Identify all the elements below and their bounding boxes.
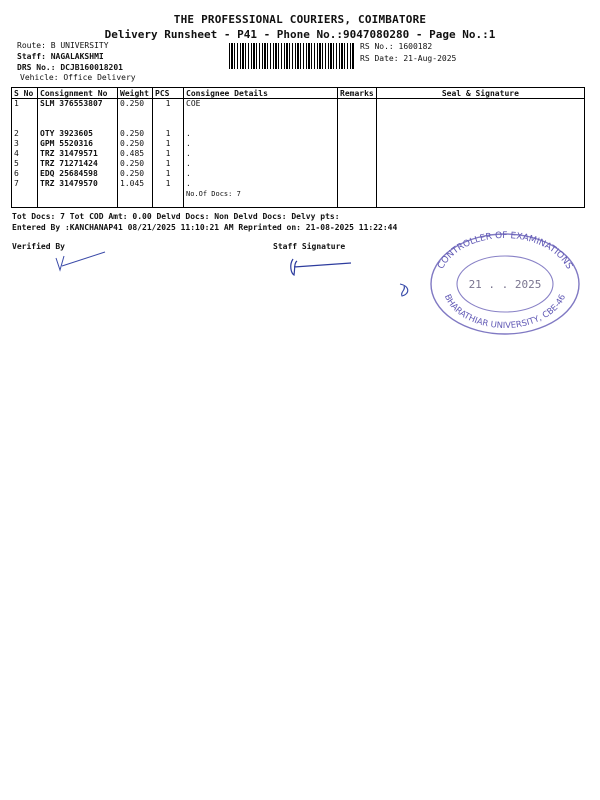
- col-header-consignee: Consignee Details: [184, 88, 338, 99]
- row-weight: 0.250: [120, 139, 145, 148]
- row-pcs: 1: [165, 169, 171, 178]
- table-header-row: [12, 88, 585, 99]
- verified-signature: [50, 250, 110, 275]
- verified-by-label: Verified By: [12, 242, 65, 251]
- row-sno: 1: [14, 99, 19, 108]
- table-body: [12, 99, 585, 208]
- stamp-bottom-text: BHARATHIAR UNIVERSITY, CBE-46: [441, 292, 569, 332]
- row-consignment-no: EDQ 25684598: [40, 169, 98, 178]
- drs-label: DRS No.: DCJB160018201: [17, 63, 123, 72]
- row-weight: 0.250: [120, 99, 145, 108]
- row-consignment-no: TRZ 31479570: [40, 179, 98, 188]
- barcode: [229, 43, 355, 69]
- runsheet-subtitle: Delivery Runsheet - P41 - Phone No.:9047080280 - Page No.:1: [104, 28, 496, 41]
- col-header-remarks: Remarks: [338, 88, 377, 99]
- row-consignee: .: [186, 149, 191, 158]
- row-consignment-no: TRZ 71271424: [40, 159, 98, 168]
- seal-signature-cell: [376, 99, 584, 208]
- col-header-seal: Seal & Signature: [376, 88, 584, 99]
- row-sno: 7: [14, 179, 19, 188]
- stamp-top-text: CONTROLLER OF EXAMINATIONS: [436, 230, 574, 272]
- staff-label: Staff: NAGALAKSHMI: [17, 52, 104, 61]
- row-weight: 0.485: [120, 149, 145, 158]
- vehicle-label: Vehicle: Office Delivery: [20, 73, 136, 82]
- totals-line: Tot Docs: 7 Tot COD Amt: 0.00 Delvd Docs: Non Delvd Docs: Delvy pts:: [12, 212, 340, 221]
- col-header-pcs: PCS: [153, 88, 184, 99]
- initials-mark: [396, 280, 416, 300]
- remarks-cell: [338, 99, 377, 208]
- row-weight: 0.250: [120, 169, 145, 178]
- rs-date: RS Date: 21-Aug-2025: [360, 54, 457, 63]
- row-pcs: 1: [165, 139, 171, 148]
- row-consignment-no: TRZ 31479571: [40, 149, 98, 158]
- row-pcs: 1: [165, 149, 171, 158]
- row-consignee: .: [186, 169, 191, 178]
- rs-number: RS No.: 1600182: [360, 42, 433, 51]
- row-consignee: .: [186, 129, 191, 138]
- row-consignment-no: OTY 3923605: [40, 129, 93, 138]
- row-sno: 4: [14, 149, 19, 158]
- row-consignment-no: GPM 5520316: [40, 139, 93, 148]
- row-sno: 6: [14, 169, 19, 178]
- row-pcs: 1: [165, 159, 171, 168]
- row-consignee: .: [186, 179, 191, 188]
- route-label: Route: B UNIVERSITY: [17, 41, 109, 50]
- row-weight: 0.250: [120, 129, 145, 138]
- col-header-weight: Weight: [118, 88, 153, 99]
- stamp-date: 21 . . 2025: [468, 278, 542, 291]
- row-pcs: 1: [165, 129, 171, 138]
- entered-by-line: Entered By :KANCHANAP41 08/21/2025 11:10:21 AM Reprinted on: 21-08-2025 11:22:44: [12, 223, 398, 232]
- row-consignment-no: SLM 376553807: [40, 99, 103, 108]
- row-weight: 1.045: [120, 179, 145, 188]
- page-title: THE PROFESSIONAL COURIERS, COIMBATORE: [173, 13, 427, 26]
- row-sno: 2: [14, 129, 19, 138]
- no-of-docs: No.Of Docs: 7: [186, 190, 241, 198]
- row-consignee: .: [186, 139, 191, 148]
- row-consignee: .: [186, 159, 191, 168]
- staff-signature: [285, 255, 355, 277]
- staff-signature-label: Staff Signature: [273, 242, 346, 251]
- row-pcs: 1: [165, 99, 171, 108]
- row-consignee: COE: [186, 99, 201, 108]
- row-pcs: 1: [165, 179, 171, 188]
- university-seal-stamp: [425, 228, 585, 338]
- col-header-consignment: Consignment No: [38, 88, 118, 99]
- consignment-table: [11, 87, 585, 208]
- row-sno: 5: [14, 159, 19, 168]
- row-sno: 3: [14, 139, 19, 148]
- row-weight: 0.250: [120, 159, 145, 168]
- col-header-sno: S No: [12, 88, 38, 99]
